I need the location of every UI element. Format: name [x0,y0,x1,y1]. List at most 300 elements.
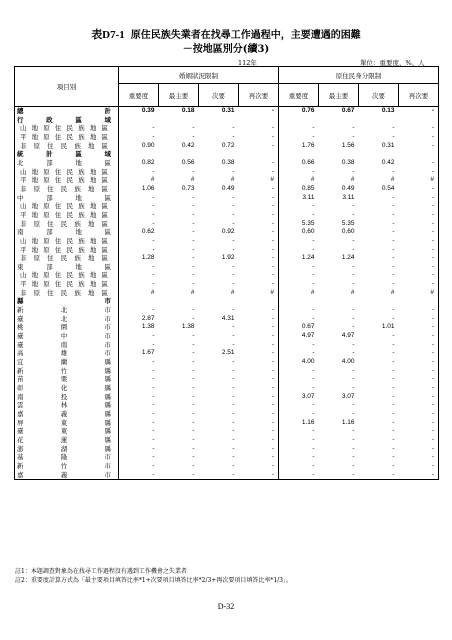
data-cell: - [392,262,395,270]
data-cell: 4.00 [301,358,315,366]
data-cell: - [239,401,279,410]
data-cell: - [239,315,279,324]
row-label [15,263,119,272]
data-cell: - [399,315,439,324]
table-row [15,375,439,384]
data-cell: - [312,366,315,374]
row-label [15,462,119,471]
data-cell: # [350,176,355,184]
row-label-text: 南 部 地 區 [17,228,111,237]
row-label-text: 屏 東 縣 [17,418,111,427]
data-cell: - [392,210,395,218]
table-row [15,323,439,332]
data-cell: - [239,142,279,151]
data-cell: - [392,366,395,374]
row-label [15,332,119,341]
data-cell: - [232,132,235,140]
data-cell: 4.97 [301,332,315,340]
data-cell: - [399,194,439,203]
data-cell: 1.38 [181,323,195,331]
data-cell: - [399,306,439,315]
data-cell: - [352,262,355,270]
table-row [15,246,439,255]
row-label-text: 縣 市 [17,297,111,306]
row-label-text: 非原住民族地區 [20,254,108,263]
data-cell: - [232,427,235,435]
row-label-text: 平地原住民族地區 [20,210,108,219]
table-row [15,393,439,402]
data-cell: - [352,132,355,140]
row-label-text: 山地原住民族地區 [20,236,108,245]
data-cell [359,116,399,125]
data-cell [279,297,319,306]
data-cell: 1.06 [119,185,159,194]
row-label-text: 非原住民族地區 [20,288,108,297]
row-label-text: 平地原住民族地區 [20,245,108,254]
data-cell: - [352,435,355,443]
data-cell [279,150,319,159]
survey-year: 112年 [238,59,257,67]
row-label [15,436,119,445]
data-cell: - [392,392,395,400]
data-cell: - [399,168,439,177]
group-header-marital: 婚姻狀況限制 [119,67,279,84]
data-cell: 1.67 [119,349,159,358]
table-subtitle: －按地區別分(續3) [182,44,270,55]
data-cell: - [119,375,159,384]
data-cell: - [392,418,395,426]
row-label [15,133,119,142]
data-cell: 1.56 [341,141,355,149]
data-cell: # [230,176,235,184]
data-cell: - [312,340,315,348]
data-cell: - [399,453,439,462]
data-cell: 0.85 [301,184,315,192]
data-cell: - [399,349,439,358]
row-label-text: 山地原住民族地區 [20,167,108,176]
data-cell: 4.97 [341,332,355,340]
table-row [15,341,439,350]
data-cell: # [399,289,439,298]
data-cell: # [119,289,159,298]
row-label [15,150,119,159]
data-cell: - [399,332,439,341]
data-cell: - [352,314,355,322]
table-row [15,410,439,419]
data-cell: - [399,220,439,229]
table-row [15,194,439,203]
row-label-text: 嘉 義 縣 [17,409,111,418]
table-row [15,384,439,393]
data-cell: 0.62 [119,228,159,237]
data-cell: - [232,306,235,314]
data-cell: - [312,427,315,435]
row-label-text: 澎 湖 縣 [17,444,111,453]
table-row [15,315,439,324]
data-cell: 0.49 [341,184,355,192]
data-cell: - [312,349,315,357]
data-cell: - [232,401,235,409]
data-cell: - [392,245,395,253]
data-cell: - [312,124,315,132]
data-cell: - [232,409,235,417]
data-cell: - [392,340,395,348]
data-cell: 0.92 [221,228,235,236]
data-cell: - [232,384,235,391]
data-cell: 0.31 [199,107,239,116]
row-label-text: 行 政 區 域 [17,115,111,124]
data-cell: - [312,401,315,409]
row-label [15,168,119,177]
data-cell: - [232,124,235,132]
table-row [15,367,439,376]
data-cell: 0.42 [181,141,195,149]
data-cell: 3.11 [342,193,355,201]
data-cell: - [239,332,279,341]
data-cell: - [352,167,355,175]
data-cell: - [239,228,279,237]
row-label [15,280,119,289]
data-cell: - [392,375,395,383]
data-cell: - [399,445,439,454]
data-cell: - [312,210,315,218]
row-label-text: 臺 中 市 [17,332,111,341]
footnotes [15,567,292,585]
row-label-text: 山地原住民族地區 [20,202,108,211]
sub-header: 再次要 [399,84,439,107]
data-cell: - [352,271,355,279]
data-cell: - [399,228,439,237]
data-cell: # [230,288,235,296]
table-title-text: 原住民族失業者在找尋工作過程中，主要遭遇的困難 [130,30,361,41]
data-cell: - [239,471,279,480]
data-cell: # [350,288,355,296]
data-cell: - [239,367,279,376]
data-cell [319,150,359,159]
data-cell: 1.76 [301,141,315,149]
data-cell: - [232,202,235,210]
data-cell: - [392,384,395,391]
data-cell [199,297,239,306]
data-cell: - [392,435,395,443]
table-row [15,453,439,462]
data-cell: - [352,280,355,288]
data-table [14,66,439,480]
data-cell: 0.67 [319,107,359,116]
data-cell: - [192,384,195,391]
data-cell [399,297,439,306]
data-cell: - [239,254,279,263]
data-cell: - [119,419,159,428]
data-cell: 0.73 [181,184,195,192]
data-cell: - [119,410,159,419]
data-cell: - [119,246,159,255]
row-label [15,401,119,410]
data-cell: - [119,332,159,341]
page-number: D-32 [217,602,235,611]
data-cell: - [399,202,439,211]
data-cell: - [399,107,439,116]
data-cell: 0.18 [159,107,199,116]
data-cell: - [352,453,355,461]
row-label [15,341,119,350]
data-cell: - [192,435,195,443]
data-cell: 0.72 [221,141,235,149]
data-cell [319,297,359,306]
data-cell: - [392,444,395,452]
row-label-text: 臺 東 縣 [17,427,111,436]
data-cell: - [192,306,195,314]
data-cell: - [119,367,159,376]
data-cell: - [399,410,439,419]
data-cell: - [399,271,439,280]
table-row [15,289,439,298]
data-cell: - [312,262,315,270]
data-cell: - [192,219,195,227]
data-cell: - [192,375,195,383]
data-cell: - [399,263,439,272]
table-row [15,271,439,280]
table-row [15,185,439,194]
data-cell: - [399,419,439,428]
data-cell: - [119,453,159,462]
data-cell: - [239,462,279,471]
data-cell [159,297,199,306]
row-label [15,393,119,402]
data-cell: - [192,349,195,357]
row-label [15,358,119,367]
table-row [15,116,439,125]
data-cell: - [239,271,279,280]
unit-label: 單位：重要度、%、人 [360,59,425,67]
row-label [15,185,119,194]
data-cell: 1.92 [221,254,235,262]
row-label [15,445,119,454]
data-cell: - [199,471,239,480]
row-label [15,194,119,203]
data-cell: # [239,176,279,185]
row-label [15,471,119,480]
data-cell: - [352,124,355,132]
data-cell: - [239,384,279,393]
data-cell [239,297,279,306]
data-cell: 0.60 [341,228,355,236]
data-cell: - [232,340,235,348]
data-cell: - [119,445,159,454]
data-cell: - [192,254,195,262]
data-cell: - [312,236,315,244]
table-body [15,107,439,480]
data-cell: - [119,384,159,393]
data-cell: - [232,332,235,340]
data-cell: 0.49 [221,184,235,192]
table-row [15,142,439,151]
data-cell: - [352,461,355,469]
data-cell: - [192,314,195,322]
row-label-text: 統 計 區 域 [17,150,111,159]
row-label [15,176,119,185]
data-cell: - [232,323,235,331]
data-cell: - [192,340,195,348]
data-cell: - [119,271,159,280]
data-cell: - [119,427,159,436]
table-row [15,107,439,116]
data-cell: - [232,461,235,469]
data-cell: 0.31 [381,141,395,149]
data-cell: - [119,462,159,471]
row-label [15,315,119,324]
data-cell: - [399,280,439,289]
row-label [15,202,119,211]
data-cell: - [399,159,439,168]
data-cell: - [312,271,315,279]
data-cell: - [392,193,395,201]
data-cell: - [392,124,395,132]
table-row [15,220,439,229]
row-label-text: 非原住民族地區 [20,219,108,228]
sub-header: 最主要 [319,84,359,107]
data-cell: - [352,401,355,409]
table-row [15,150,439,159]
data-cell [399,150,439,159]
row-label-text: 平地原住民族地區 [20,280,108,289]
row-label-text: 新 北 市 [17,306,111,315]
data-cell: - [232,418,235,426]
data-cell: - [239,280,279,289]
data-cell: 0.39 [119,107,159,116]
data-cell: - [399,246,439,255]
data-cell: - [399,401,439,410]
table-row [15,133,439,142]
data-cell: - [399,375,439,384]
group-header-indigenous: 原住民身分限制 [279,67,439,84]
row-label-text: 山地原住民族地區 [20,271,108,280]
data-cell: 1.28 [119,254,159,263]
row-label-text: 非原住民族地區 [20,184,108,193]
sub-header: 重要度 [279,84,319,107]
data-cell: - [392,228,395,236]
data-cell: - [352,375,355,383]
data-cell: - [392,427,395,435]
data-cell: - [392,219,395,227]
data-cell: - [192,453,195,461]
data-cell: 3.11 [302,193,315,201]
data-cell: - [239,107,279,116]
data-cell: 1.24 [301,254,315,262]
row-label-text: 東 部 地 區 [17,262,111,271]
data-cell: 3.07 [301,392,315,400]
table-row [15,332,439,341]
data-cell: - [232,219,235,227]
data-cell: - [119,211,159,220]
data-cell: 0.66 [301,158,315,166]
data-cell: - [399,323,439,332]
data-cell: 5.35 [341,219,355,227]
data-cell: 5.35 [301,219,315,227]
data-cell: - [119,237,159,246]
data-cell: - [192,461,195,469]
data-cell: - [239,341,279,350]
data-cell: - [232,236,235,244]
data-cell: - [192,271,195,279]
data-cell: - [239,220,279,229]
data-cell: - [232,193,235,201]
data-cell: - [119,401,159,410]
table-row [15,419,439,428]
data-cell: - [192,245,195,253]
data-cell: - [312,202,315,210]
data-cell: - [239,185,279,194]
data-cell: - [312,280,315,288]
data-cell [199,116,239,125]
data-cell: - [239,246,279,255]
data-cell: - [312,444,315,452]
table-row [15,254,439,263]
data-cell: - [399,427,439,436]
data-cell: - [239,159,279,168]
data-cell: - [119,436,159,445]
row-label-text: 新 竹 縣 [17,366,111,375]
row-label-text: 桃 園 市 [17,323,111,332]
table-row [15,427,439,436]
data-cell: - [319,471,359,480]
data-cell: - [312,461,315,469]
data-cell: - [399,211,439,220]
data-cell: # [119,176,159,185]
row-label [15,375,119,384]
data-cell: - [392,349,395,357]
data-cell [359,297,399,306]
table-row [15,168,439,177]
data-cell: - [392,409,395,417]
data-cell: - [312,453,315,461]
data-cell: - [239,124,279,133]
data-cell: - [159,471,199,480]
data-cell [279,116,319,125]
sub-header: 最主要 [159,84,199,107]
data-cell: - [352,245,355,253]
data-cell: 2.87 [119,315,159,324]
data-cell [239,150,279,159]
data-cell: 0.38 [341,158,355,166]
data-cell: - [192,202,195,210]
data-cell: - [119,341,159,350]
data-cell: - [392,306,395,314]
row-label [15,323,119,332]
table-row [15,176,439,185]
data-cell: 4.00 [341,358,355,366]
data-cell: - [232,210,235,218]
data-cell: - [119,306,159,315]
data-cell [119,297,159,306]
data-cell: - [239,211,279,220]
data-cell: - [399,384,439,393]
data-cell: - [239,453,279,462]
table-row [15,202,439,211]
data-cell [319,116,359,125]
data-cell: - [239,445,279,454]
data-cell: - [119,358,159,367]
data-cell: - [352,202,355,210]
row-label-text: 高 雄 市 [17,349,111,358]
data-cell [399,116,439,125]
row-label [15,254,119,263]
data-cell: - [392,271,395,279]
data-cell: - [239,306,279,315]
row-label-text: 平地原住民族地區 [20,176,108,185]
table-row [15,280,439,289]
data-cell: - [352,306,355,314]
